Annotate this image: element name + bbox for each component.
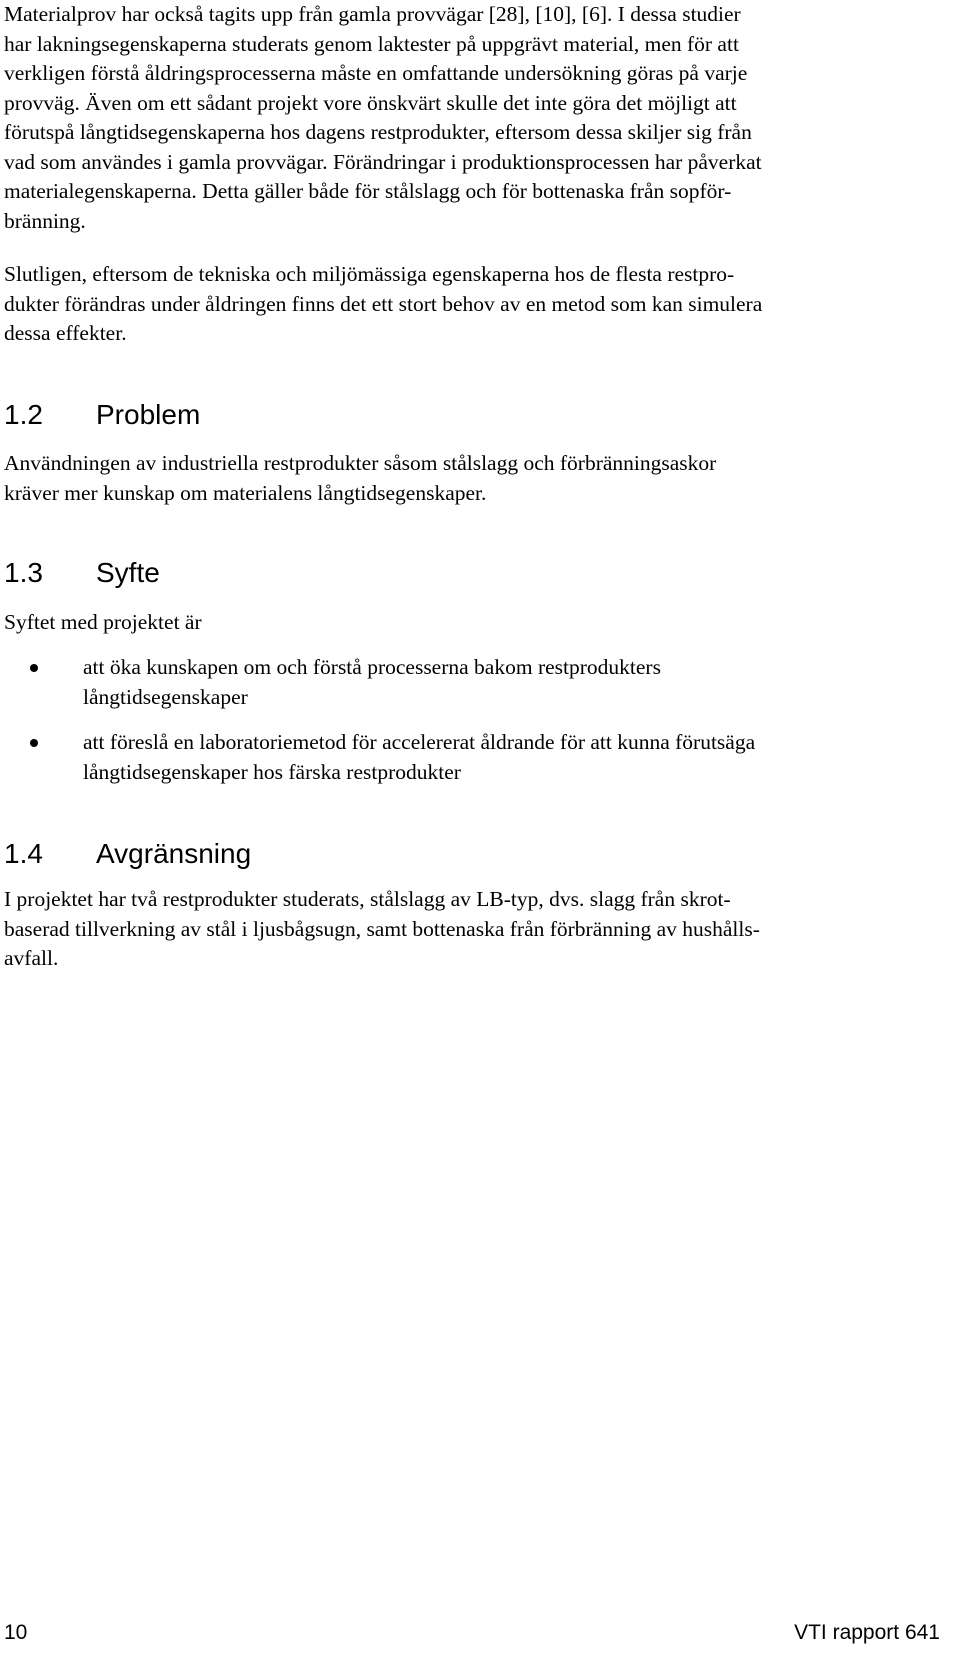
intro-paragraph: Materialprov har också tagits upp från gamla provvägar [28], [10], [6]. I dessa studier har lakningsegenskaperna studerats genom laktester på uppgrävt material, men för att verkligen förstå åldringsprocesserna måste en omfattande undersökning göras på varje provväg. Även om ett sådant projekt vore önskvärt skulle det inte göra det möjligt att förutspå långtidsegenskaperna hos dagens restprodukter, eftersom dessa skiljer sig från vad som användes i gamla provvägar. Förändringar i produktionsprocessen har påverkat materialegenskaperna. Detta gäller både för stålslagg och för bottenaska från sopför- bränning. [4,2,762,233]
section-number: 1.2 [4,399,43,430]
section-heading-syfte [4,556,160,590]
list-item [4,728,940,787]
bullet-icon [30,739,38,747]
section-title: Syfte [96,557,160,588]
syfte-intro: Syftet med projektet är [4,610,202,634]
syfte-bullet-list [4,653,940,803]
list-item-text: att föreslå en laboratoriemetod för accelererat åldrande för att kunna förutsäga långtidsegenskaper hos färska restprodukter [83,730,756,784]
list-item-text: att öka kunskapen om och förstå processerna bakom restprodukters långtidsegenskaper [83,655,661,709]
problem-paragraph: Användningen av industriella restprodukter såsom stålslagg och förbränningsaskor kräver mer kunskap om materialens långtidsegenskaper. [4,451,717,505]
report-label: VTI rapport 641 [794,1621,940,1644]
conclusion-paragraph: Slutligen, eftersom de tekniska och miljömässiga egenskaperna hos de flesta restpro- dukter förändras under åldringen finns det ett stort behov av en metod som kan simulera dessa effekter. [4,262,763,345]
list-item [4,653,940,712]
section-title: Problem [96,399,201,430]
section-number: 1.3 [4,557,43,588]
section-title: Avgränsning [96,838,252,869]
section-heading-problem [4,398,200,432]
section-heading-avgransning [4,837,251,871]
page-number: 10 [4,1621,28,1644]
avgransning-paragraph: I projektet har två restprodukter studerats, stålslagg av LB-typ, dvs. slagg från skrot- baserad tillverkning av stål i ljusbågsugn, samt bottenaska från förbränning av hushålls- avfall. [4,887,760,970]
bullet-icon [30,664,38,672]
section-number: 1.4 [4,838,43,869]
